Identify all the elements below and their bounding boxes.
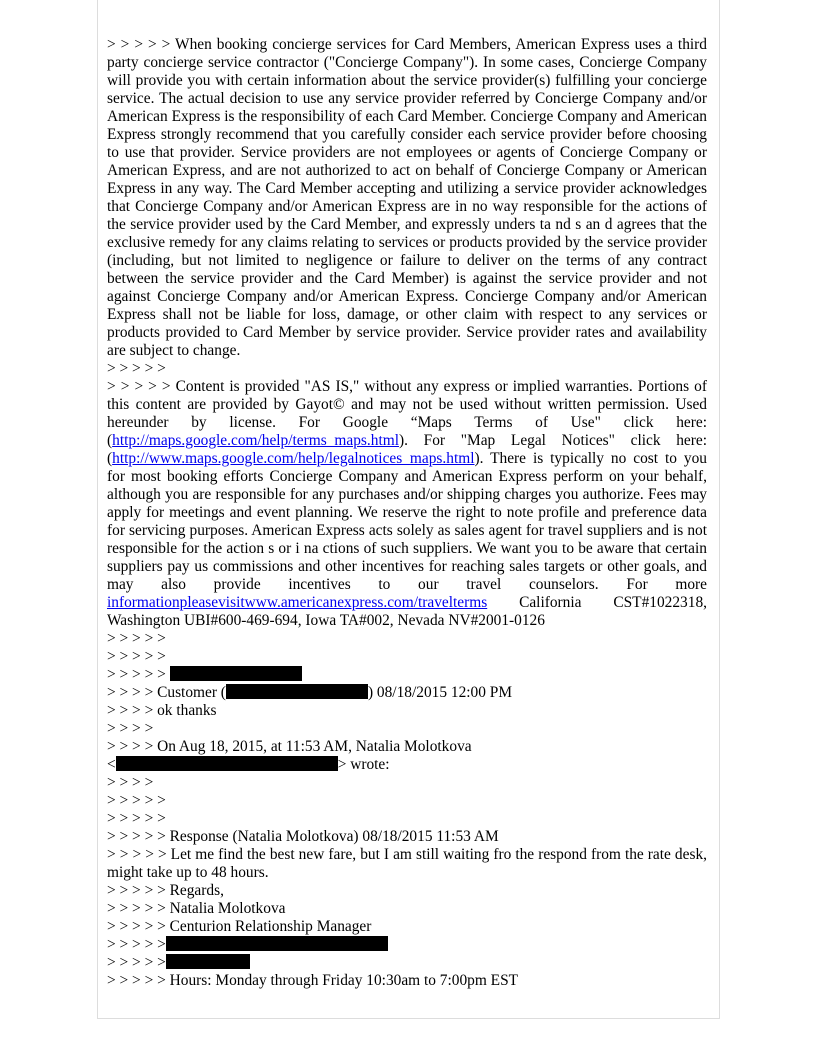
quote-line: > > > > xyxy=(107,720,154,737)
disclaimer-text: > > > > > Content is provided "AS IS," without any express or implied warranties. Portions of this content are provided by Gayot© and may not be used without written permission. Used hereunder by license. For Google “Maps Terms of Use" click here: ( xyxy=(107,378,707,449)
signature-title: > > > > > Centurion Relationship Manager xyxy=(107,918,372,935)
quote-line: > > > > xyxy=(107,774,154,791)
reply-header-line: > > > > On Aug 18, 2015, at 11:53 AM, Natalia Molotkova xyxy=(107,738,472,755)
redaction-bar xyxy=(116,756,338,771)
content-disclaimer-paragraph xyxy=(107,378,707,630)
customer-header-line: > > > > Customer ( ) 08/18/2015 12:00 PM xyxy=(107,684,513,701)
google-maps-terms-link[interactable]: http://maps.google.com/help/terms_maps.html xyxy=(112,432,399,449)
disclaimer-text: ). For "Map Legal Notices" click here: ( xyxy=(107,432,707,467)
redacted-line: > > > > > xyxy=(107,666,707,684)
quote-line: > > > > > xyxy=(107,810,166,827)
redaction-bar xyxy=(166,954,250,969)
redacted-line: > > > > > xyxy=(107,954,707,972)
disclaimer-text: California CST#1022318, Washington UBI#600-469-694, Iowa TA#002, Nevada NV#2001-0126 xyxy=(107,594,707,629)
quote-line: > > > > > xyxy=(107,792,166,809)
quote-line: > > > > > xyxy=(107,630,166,647)
signature-name: > > > > > Natalia Molotkova xyxy=(107,900,286,917)
redaction-bar xyxy=(170,666,302,681)
response-message: > > > > > Let me find the best new fare, but I am still waiting fro the respond from the rate desk, might take up to 48 hours. xyxy=(107,846,707,881)
reply-header-email-line: < > wrote: xyxy=(107,756,390,773)
amex-travelterms-link[interactable]: informationpleasevisitwww.americanexpress.com/travelterms xyxy=(107,594,488,611)
quote-line: > > > > > xyxy=(107,648,166,665)
quote-line: > > > > > xyxy=(107,360,166,377)
redaction-bar xyxy=(166,936,388,951)
concierge-disclaimer-paragraph: > > > > > When booking concierge services for Card Members, American Express uses a third party concierge service contractor ("Concierge Company"). In some cases, Concierge Company will provide you with certain information about the service provider(s) fulfilling your concierge service. The actual decision to use any service provider referred by Concierge Company and/or American Express is the responsibility of each Card Member. Concierge Company and American Express strongly recommend that you carefully consider each service provider before choosing to use that provider. Service providers are not employees or agents of Concierge Company or American Express, and are not authorized to act on behalf of Concierge Company or American Express in any way. The Card Member accepting and utilizing a service provider acknowledges that Concierge Company and/or American Express are in no way responsible for the actions of the service provider used by the Card Member, and expressly unders ta nd s an d agrees that the exclusive remedy for any claims relating to services or products provided by the service provider (including, but not limited to negligence or failure to deliver on the terms of any contract between the service provider and the Card Member) is against the service provider and not against Concierge Company and/or American Express. Concierge Company and/or American Express shall not be liable for loss, damage, or other claim with respect to any services or products provided to Card Member by service provider. Service provider rates and availability are subject to change. xyxy=(107,36,707,359)
response-header-line: > > > > > Response (Natalia Molotkova) 08/18/2015 11:53 AM xyxy=(107,828,499,845)
disclaimer-text: ). There is typically no cost to you for most booking efforts Concierge Company and American Express perform on your behalf, although you are responsible for any purchases and/or shipping charges you authorize. Fees may apply for meetings and event planning. We reserve the right to note profile and preference data for servicing purposes. American Express acts solely as sales agent for travel suppliers and is not responsible for the action s or i na ctions of such suppliers. We want you to be aware that certain suppliers pay us commissions and other incentives for reaching sales targets or other goals, and may also provide incentives to our travel counselors. For more xyxy=(107,450,707,593)
google-maps-legal-link[interactable]: http://www.maps.google.com/help/legalnotices_maps.html xyxy=(112,450,475,467)
redacted-line: > > > > > xyxy=(107,936,707,954)
customer-message: > > > > ok thanks xyxy=(107,702,217,719)
email-thread xyxy=(107,36,707,990)
signature-hours: > > > > > Hours: Monday through Friday 10:30am to 7:00pm EST xyxy=(107,972,519,989)
redaction-bar xyxy=(226,684,368,699)
signature-regards: > > > > > Regards, xyxy=(107,882,224,899)
